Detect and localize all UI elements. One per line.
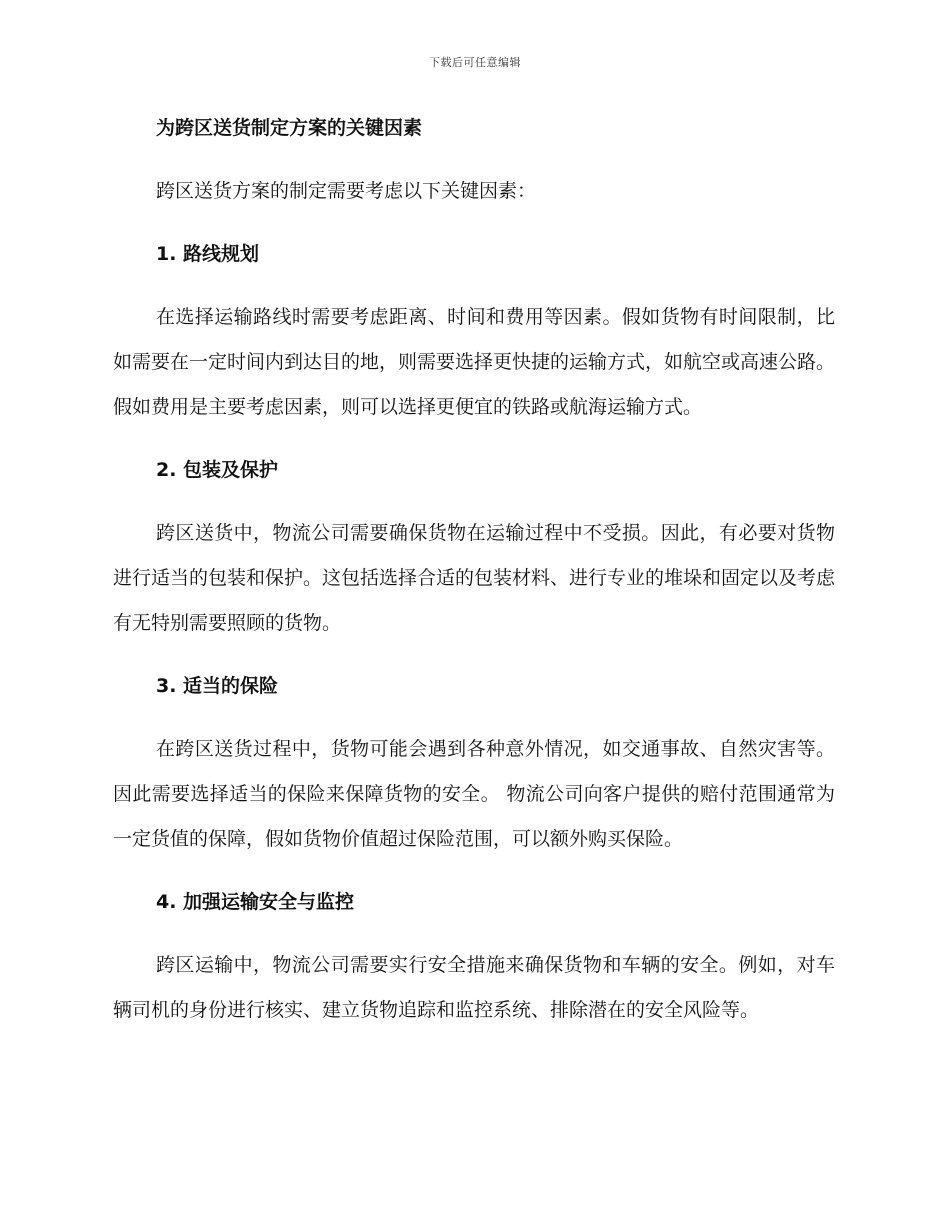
intro-paragraph: 跨区送货方案的制定需要考虑以下关键因素： — [156, 180, 537, 202]
document-title: 为跨区送货制定方案的关键因素 — [156, 117, 423, 139]
section-heading-packaging: 2. 包装及保护 — [156, 459, 279, 481]
document-body — [113, 112, 835, 1033]
section-body-packaging: 跨区送货中，物流公司需要确保货物在运输过程中不受损。因此，有必要对货物进行适当的包装和保护。这包括选择合适的包装材料、进行专业的堆垛和固定以及考虑有无特别需要照顾的货物。 — [113, 522, 836, 634]
section-body-insurance: 在跨区送货过程中，货物可能会遇到各种意外情况，如交通事故、自然灾害等。因此需要选择适当的保险来保障货物的安全。 物流公司向客户提供的赔付范围通常为一定货值的保障，假如货物价值超过保险范围，可以额外购买保险。 — [113, 738, 835, 850]
header-note: 下载后可任意编辑 — [429, 56, 521, 69]
section-body-security: 跨区运输中，物流公司需要实行安全措施来确保货物和车辆的安全。例如，对车辆司机的身份进行核实、建立货物追踪和监控系统、排除潜在的安全风险等。 — [113, 954, 835, 1021]
section-heading-security: 4. 加强运输安全与监控 — [156, 891, 355, 913]
section-body-route-planning: 在选择运输路线时需要考虑距离、时间和费用等因素。假如货物有时间限制，比如需要在一定时间内到达目的地，则需要选择更快捷的运输方式，如航空或高速公路。假如费用是主要考虑因素，则可以选择更便宜的铁路或航海运输方式。 — [113, 306, 836, 418]
section-heading-route-planning: 1. 路线规划 — [156, 243, 260, 265]
section-heading-insurance: 3. 适当的保险 — [156, 675, 279, 697]
